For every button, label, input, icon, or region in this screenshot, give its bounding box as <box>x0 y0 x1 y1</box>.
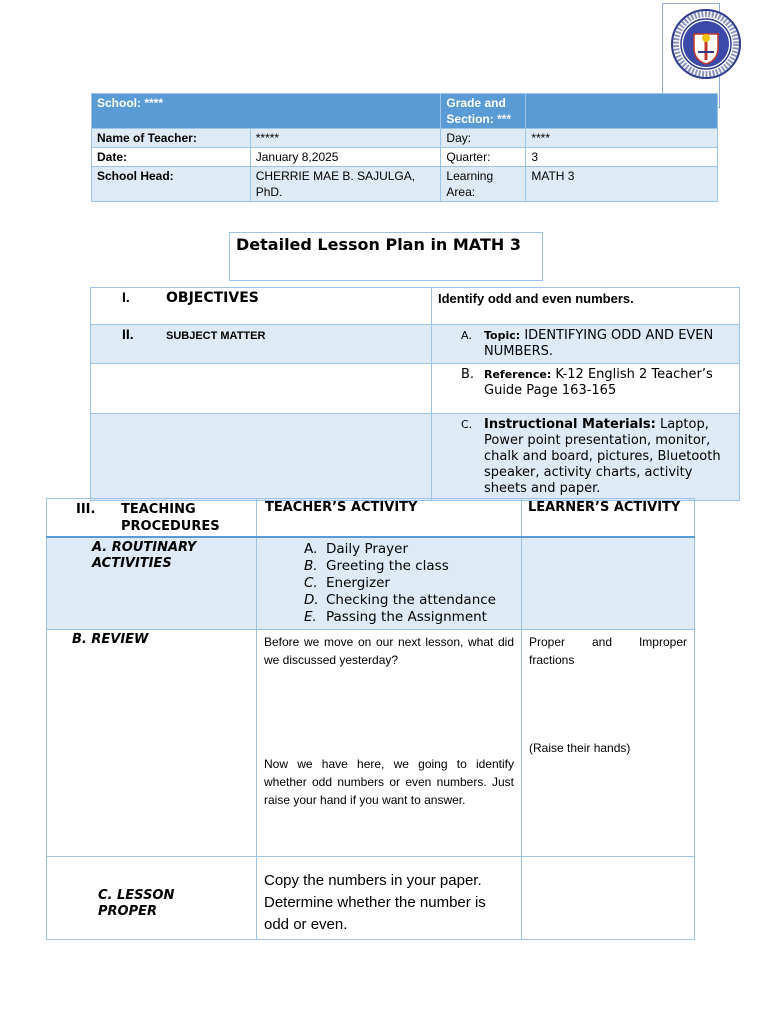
subject-matter-number: II. <box>122 326 134 342</box>
materials-empty-cell <box>91 414 432 501</box>
school-info-table <box>91 93 718 202</box>
materials-row <box>91 414 740 501</box>
date-row <box>92 148 718 167</box>
school-label: School: **** <box>92 94 441 129</box>
date-value: January 8,2025 <box>250 148 441 167</box>
objectives-row <box>91 288 740 325</box>
topic-letter: A. <box>461 329 472 342</box>
materials-label: Instructional Materials: <box>484 417 656 432</box>
day-value: **** <box>526 129 718 148</box>
review-learner-cell <box>522 630 695 857</box>
topic-text: IDENTIFYING ODD AND EVEN NUMBERS. <box>484 328 714 359</box>
lesson-proper-instruction: Copy the numbers in your paper. Determine whether the number is odd or even. <box>264 872 486 933</box>
teacher-row <box>92 129 718 148</box>
review-teacher-instruction: Now we have here, we going to identify whether odd numbers or even numbers. Just raise your hand if you want to answer. <box>264 757 514 807</box>
routinary-label: A. ROUTINARY ACTIVITIES <box>92 540 197 571</box>
review-teacher-question: Before we move on our next lesson, what did we discussed yesterday? <box>264 635 514 667</box>
routinary-activities-cell <box>257 537 522 630</box>
review-row <box>47 630 695 857</box>
lesson-proper-teacher-cell <box>257 857 522 940</box>
reference-cell <box>432 364 740 414</box>
deped-seal-logo <box>670 8 742 80</box>
reference-item <box>433 365 738 401</box>
routine-item: E. Passing the Assignment <box>304 609 487 625</box>
school-info-header-row <box>92 94 718 129</box>
objectives-text <box>432 288 740 325</box>
objectives-text-value: Identify odd and even numbers. <box>438 291 634 306</box>
topic-label: Topic: <box>484 329 521 342</box>
date-label: Date: <box>92 148 251 167</box>
learner-activity-label: LEARNER’S ACTIVITY <box>528 500 681 515</box>
day-label: Day: <box>441 129 526 148</box>
topic-cell <box>432 325 740 364</box>
procedures-header-row <box>47 499 695 538</box>
learning-area-value: MATH 3 <box>526 167 718 202</box>
routine-item: C. Energizer <box>304 575 390 591</box>
materials-cell <box>432 414 740 501</box>
review-learner-action: (Raise their hands) <box>529 741 631 755</box>
teacher-value: ***** <box>250 129 441 148</box>
reference-row <box>91 364 740 414</box>
school-head-row <box>92 167 718 202</box>
routine-item: A. Daily Prayer <box>304 541 409 557</box>
lesson-proper-row <box>47 857 695 940</box>
lesson-proper-learner-cell <box>522 857 695 940</box>
routinary-learner-cell <box>522 537 695 630</box>
review-teacher-cell <box>257 630 522 857</box>
lesson-proper-label: C. LESSON PROPER <box>98 888 175 919</box>
procedures-number: III. <box>76 502 96 517</box>
quarter-value: 3 <box>526 148 718 167</box>
review-label: B. REVIEW <box>72 632 149 647</box>
review-label-cell <box>47 630 257 857</box>
topic-item <box>433 326 738 362</box>
objectives-number: I. <box>122 289 130 305</box>
procedures-heading-cell <box>47 499 257 538</box>
routine-item: B. Greeting the class <box>304 558 449 574</box>
reference-label: Reference: <box>484 368 552 381</box>
school-head-label: School Head: <box>92 167 251 202</box>
routine-item: D. Checking the attendance <box>304 592 496 608</box>
materials-text: Laptop, Power point presentation, monitor, chalk and board, pictures, Bluetooth speaker, activity charts, activity sheets and paper. <box>484 417 721 496</box>
teacher-activity-label: TEACHER’S ACTIVITY <box>265 500 418 515</box>
objectives-table <box>90 287 740 501</box>
grade-section-label: Grade and Section: *** <box>441 94 526 129</box>
subject-matter-heading-cell <box>91 325 432 364</box>
learning-area-label: Learning Area: <box>441 167 526 202</box>
reference-empty-cell <box>91 364 432 414</box>
subject-matter-row <box>91 325 740 364</box>
subject-matter-label: SUBJECT MATTER <box>166 330 266 342</box>
quarter-label: Quarter: <box>441 148 526 167</box>
procedures-table <box>46 498 695 940</box>
page-title: Detailed Lesson Plan in MATH 3 <box>229 232 543 281</box>
reference-text: K-12 English 2 Teacher’s Guide Page 163-165 <box>484 367 713 398</box>
routinary-list <box>258 539 520 628</box>
teacher-activity-header <box>257 499 522 538</box>
procedures-label: TEACHING PROCEDURES <box>121 502 220 534</box>
school-head-value: CHERRIE MAE B. SAJULGA, PhD. <box>250 167 441 202</box>
learner-activity-header <box>522 499 695 538</box>
grade-section-value <box>526 94 718 129</box>
review-learner-answer: Proper and Improper fractions <box>529 635 687 667</box>
lesson-proper-label-cell <box>47 857 257 940</box>
teacher-label: Name of Teacher: <box>92 129 251 148</box>
materials-letter: C. <box>461 418 473 431</box>
routinary-row <box>47 537 695 630</box>
materials-item <box>433 415 738 499</box>
routinary-label-cell <box>47 537 257 630</box>
objectives-label: OBJECTIVES <box>166 290 259 306</box>
reference-letter: B. <box>461 367 475 382</box>
objectives-heading-cell <box>91 288 432 325</box>
